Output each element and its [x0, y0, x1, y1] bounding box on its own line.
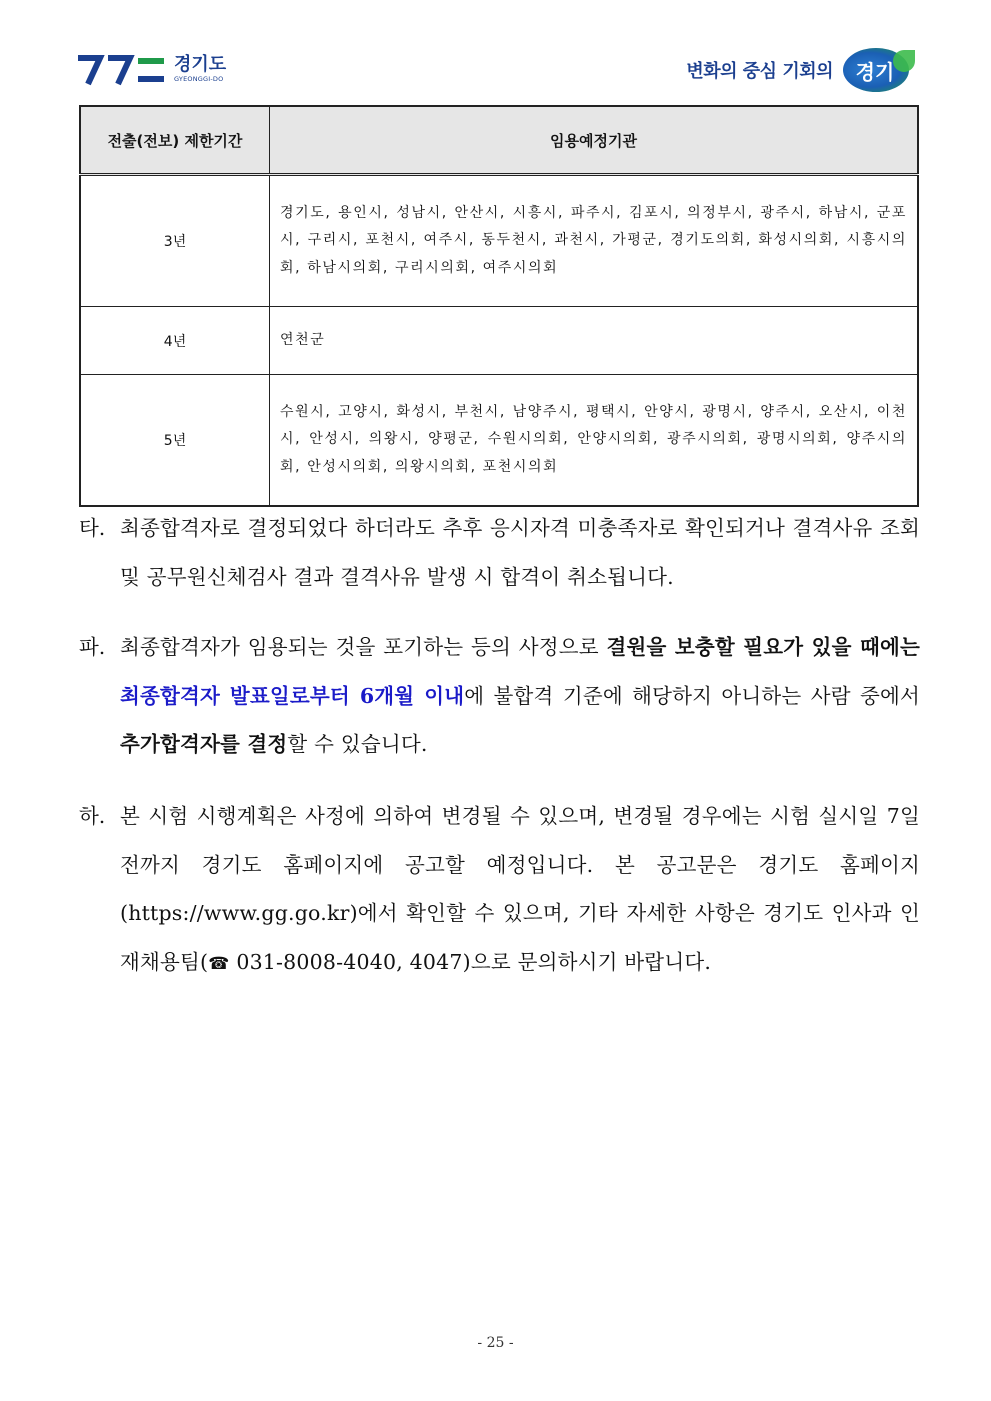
emphasis-text: 결원을 보충할 필요가 있을 때에는 — [606, 635, 920, 659]
paragraph-label: 하. — [79, 804, 106, 828]
text-span: 에 불합격 기준에 해당하지 아니하는 사람 중에서 — [464, 683, 920, 708]
slogan — [686, 46, 915, 94]
paragraph-label: 파. — [79, 635, 106, 659]
table-row — [80, 307, 918, 375]
text-span: 할 수 있습니다. — [287, 732, 428, 757]
paragraph-label: 타. — [79, 516, 106, 540]
period-cell: 4년 — [80, 307, 270, 375]
highlight-text: 최종합격자 발표일로부터 6개월 이내 — [120, 683, 465, 708]
logo-mark-icon — [76, 52, 166, 86]
column-header-orgs: 임용예정기관 — [270, 106, 919, 175]
paragraph-ta — [79, 504, 920, 601]
paragraph-body — [120, 623, 920, 769]
transfer-limit-table — [79, 105, 919, 507]
paragraph-pa — [79, 623, 920, 769]
page-number: - 25 - — [477, 1335, 514, 1351]
paragraph-ha — [79, 792, 920, 988]
text-span: )으로 문의하시기 바랍니다. — [462, 949, 712, 974]
period-cell: 3년 — [80, 175, 270, 307]
logo-subtitle: GYEONGGI-DO — [174, 74, 224, 83]
phone-icon: ☎ — [208, 953, 230, 974]
table-header-row — [80, 106, 918, 175]
emphasis-text: 추가합격자를 결정 — [120, 732, 288, 757]
slogan-text: 변화의 중심 기회의 — [686, 61, 833, 82]
orgs-cell: 연천군 — [270, 307, 919, 375]
table-row — [80, 175, 918, 307]
slogan-badge-text: 경기 — [855, 60, 895, 84]
logo-name: 경기도 — [174, 53, 227, 75]
period-cell: 5년 — [80, 375, 270, 507]
paragraph-body: 최종합격자로 결정되었다 하더라도 추후 응시자격 미충족자로 확인되거나 결격사유 조회 및 공무원신체검사 결과 결격사유 발생 시 합격이 취소됩니다. — [120, 516, 920, 589]
text-span: 최종합격자가 임용되는 것을 포기하는 등의 사정으로 — [120, 635, 607, 659]
paragraph-body — [120, 792, 920, 988]
orgs-cell: 경기도, 용인시, 성남시, 안산시, 시흥시, 파주시, 김포시, 의정부시, 광주시, 하남시, 군포시, 구리시, 포천시, 여주시, 동두천시, 과천시, 가평군, 경기도의회, 화성시의회, 시흥시의회, 하남시의회, 구리시의회, 여주시의회 — [270, 175, 919, 307]
table-row — [80, 375, 918, 507]
slogan-badge — [839, 46, 915, 94]
text-span: 본 시험 시행계획은 사정에 의하여 변경될 수 있으며, 변경될 경우에는 시험 실시일 7일 전까지 경기도 홈페이지에 공고할 예정입니다. 본 공고문은 경기도 홈페이지(https://www.gg.go.kr)에서 확인할 수 있으며, 기타 자세한 사항은 경기도 인사과 인재채용팀( — [120, 804, 920, 974]
phone-number: 031-8008-4040, 4047 — [229, 949, 463, 974]
column-header-period: 전출(전보) 제한기간 — [80, 106, 270, 175]
orgs-cell: 수원시, 고양시, 화성시, 부천시, 남양주시, 평택시, 안양시, 광명시, 양주시, 오산시, 이천시, 안성시, 의왕시, 양평군, 수원시의회, 안양시의회, 광주시의회, 광명시의회, 양주시의회, 안성시의회, 의왕시의회, 포천시의회 — [270, 375, 919, 507]
gyeonggi-logo — [76, 52, 226, 86]
